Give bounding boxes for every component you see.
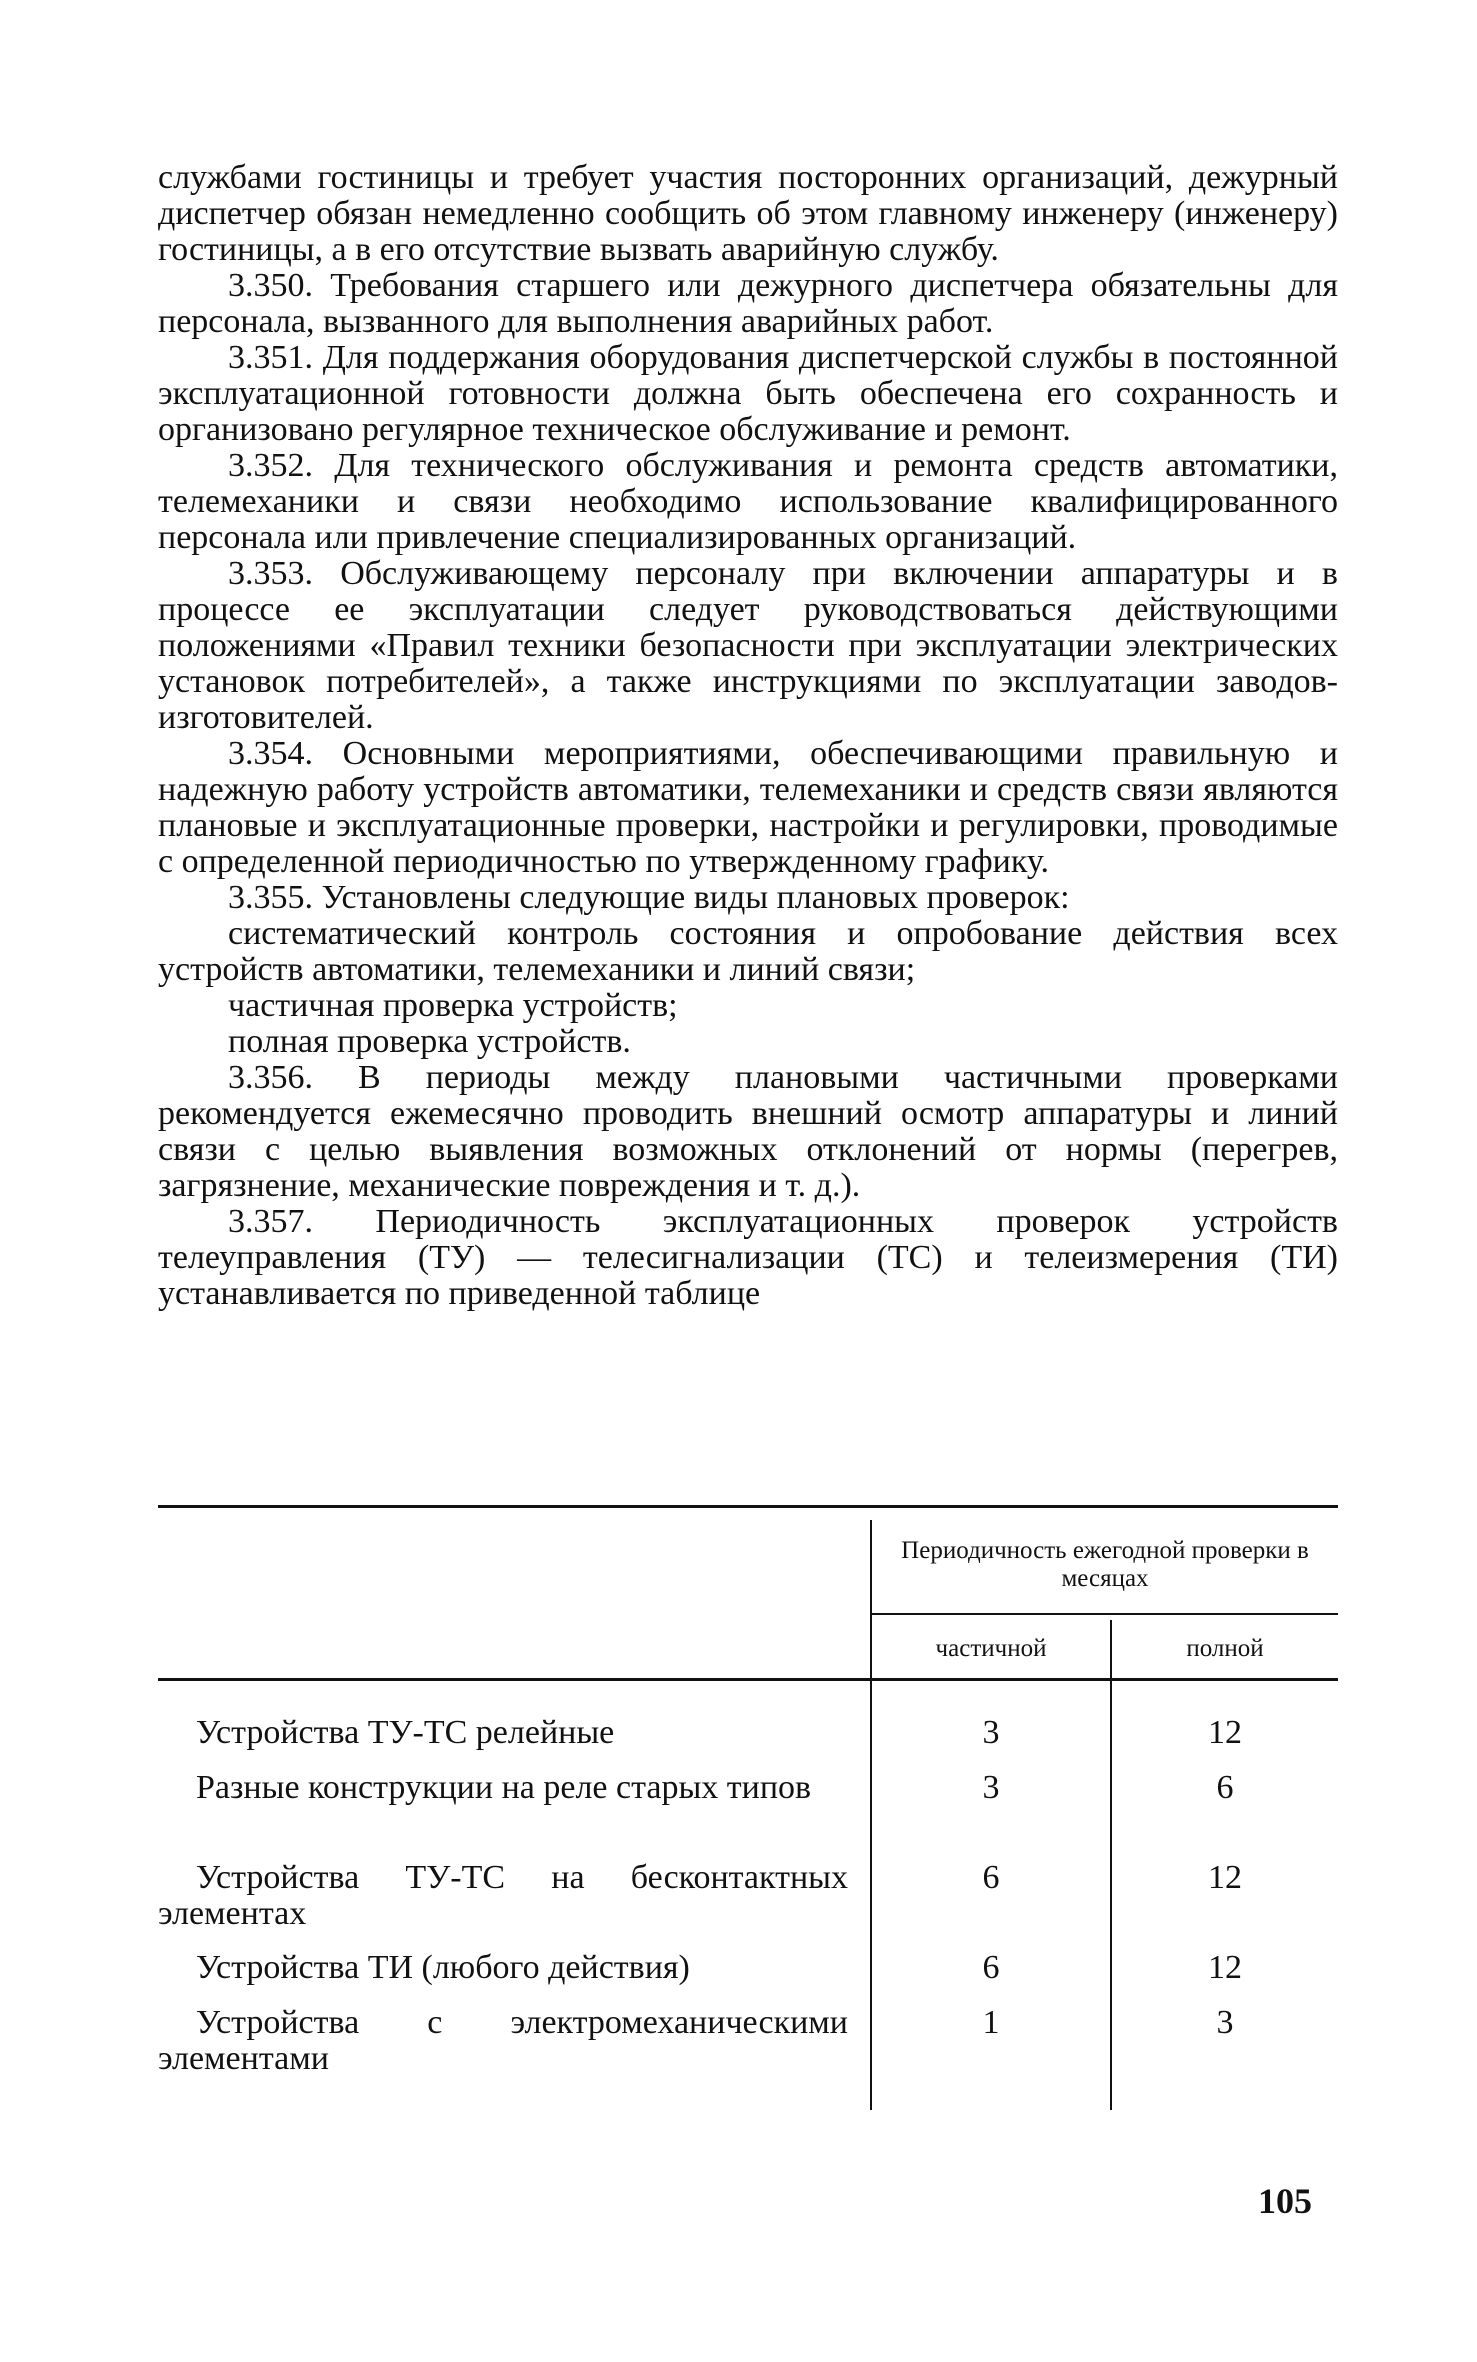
table-row-label: Разные конструкции на реле старых типов <box>196 1769 812 1806</box>
group-header: Периодичность ежегодной проверки в месяцах <box>901 1537 1309 1592</box>
table-cell: 3 <box>1216 2004 1234 2041</box>
paragraph: 3.350. Требования старшего или дежурного диспетчера обязательны для персонала, вызванного для выполнения аварийных работ. <box>158 267 1338 340</box>
paragraph: 3.357. Периодичность эксплуатационных проверок устройств телеуправления (ТУ) — телесигнализации (ТС) и телеизмерения (ТИ) устанавливается по приведенной таблице <box>158 1203 1338 1312</box>
body-text <box>158 160 1338 1312</box>
list-item: частичная проверка устройств; <box>228 987 678 1024</box>
table-cell: 12 <box>1208 1859 1242 1896</box>
col-header-partial: частичной <box>935 1635 1047 1662</box>
list-item: систематический контроль состояния и опробование действия всех устройств автоматики, телемеханики и линий связи; <box>158 915 1338 988</box>
table-cell: 12 <box>1208 1949 1242 1986</box>
table-cell: 6 <box>982 1859 1000 1896</box>
paragraph: службами гостиницы и требует участия посторонних организаций, дежурный диспетчер обязан немедленно сообщить об этом главному инженеру (инженеру) гостиницы, а в его отсутствие вызвать аварийную службу. <box>158 159 1338 268</box>
paragraph: 3.356. В периоды между плановыми частичными проверками рекомендуется ежемесячно проводить внешний осмотр аппаратуры и линий связи с целью выявления возможных отклонений от нормы (перегрев, загрязнение, механические повреждения и т. д.). <box>158 1059 1338 1204</box>
table-cell: 6 <box>1216 1769 1234 1806</box>
table-top-rule <box>158 1505 1338 1508</box>
table-row-label: Устройства с электромеханическими элементами <box>158 2004 848 2077</box>
table-cell: 3 <box>982 1714 1000 1751</box>
paragraph: 3.353. Обслуживающему персоналу при включении аппаратуры и в процессе ее эксплуатации следует руководствоваться действующими положениями «Правил техники безопасности при эксплуатации электрических установок потребителей», а также инструкциями по эксплуатации заводов-изготовителей. <box>158 555 1338 736</box>
paragraph: 3.352. Для технического обслуживания и ремонта средств автоматики, телемеханики и связи необходимо использование квалифицированного персонала или привлечение специализированных организаций. <box>158 447 1338 556</box>
table-cell: 3 <box>982 1769 1000 1806</box>
col-header-full: полной <box>1186 1635 1264 1662</box>
list-item: полная проверка устройств. <box>228 1023 631 1060</box>
page-number: 105 <box>1258 2181 1312 2221</box>
table-cell: 1 <box>982 2004 1000 2041</box>
paragraph: 3.355. Установлены следующие виды плановых проверок: <box>228 879 1070 916</box>
table-row-label: Устройства ТУ-ТС на бесконтактных элементах <box>158 1859 848 1932</box>
paragraph: 3.354. Основными мероприятиями, обеспечивающими правильную и надежную работу устройств автоматики, телемеханики и средств связи являются плановые и эксплуатационные проверки, настройки и регулировки, проводимые с определенной периодичностью по утвержденному графику. <box>158 735 1338 880</box>
table-cell: 6 <box>982 1949 1000 1986</box>
table-row-label: Устройства ТУ-ТС релейные <box>196 1714 615 1751</box>
inspection-table <box>158 1505 1338 2110</box>
header-subrule <box>872 1613 1338 1615</box>
table-row-label: Устройства ТИ (любого действия) <box>196 1949 690 1986</box>
table-cell: 12 <box>1208 1714 1242 1751</box>
paragraph: 3.351. Для поддержания оборудования диспетчерской службы в постоянной эксплуатационной готовности должна быть обеспечена его сохранность и организовано регулярное техническое обслуживание и ремонт. <box>158 339 1338 448</box>
table-header-rule <box>158 1678 1338 1681</box>
